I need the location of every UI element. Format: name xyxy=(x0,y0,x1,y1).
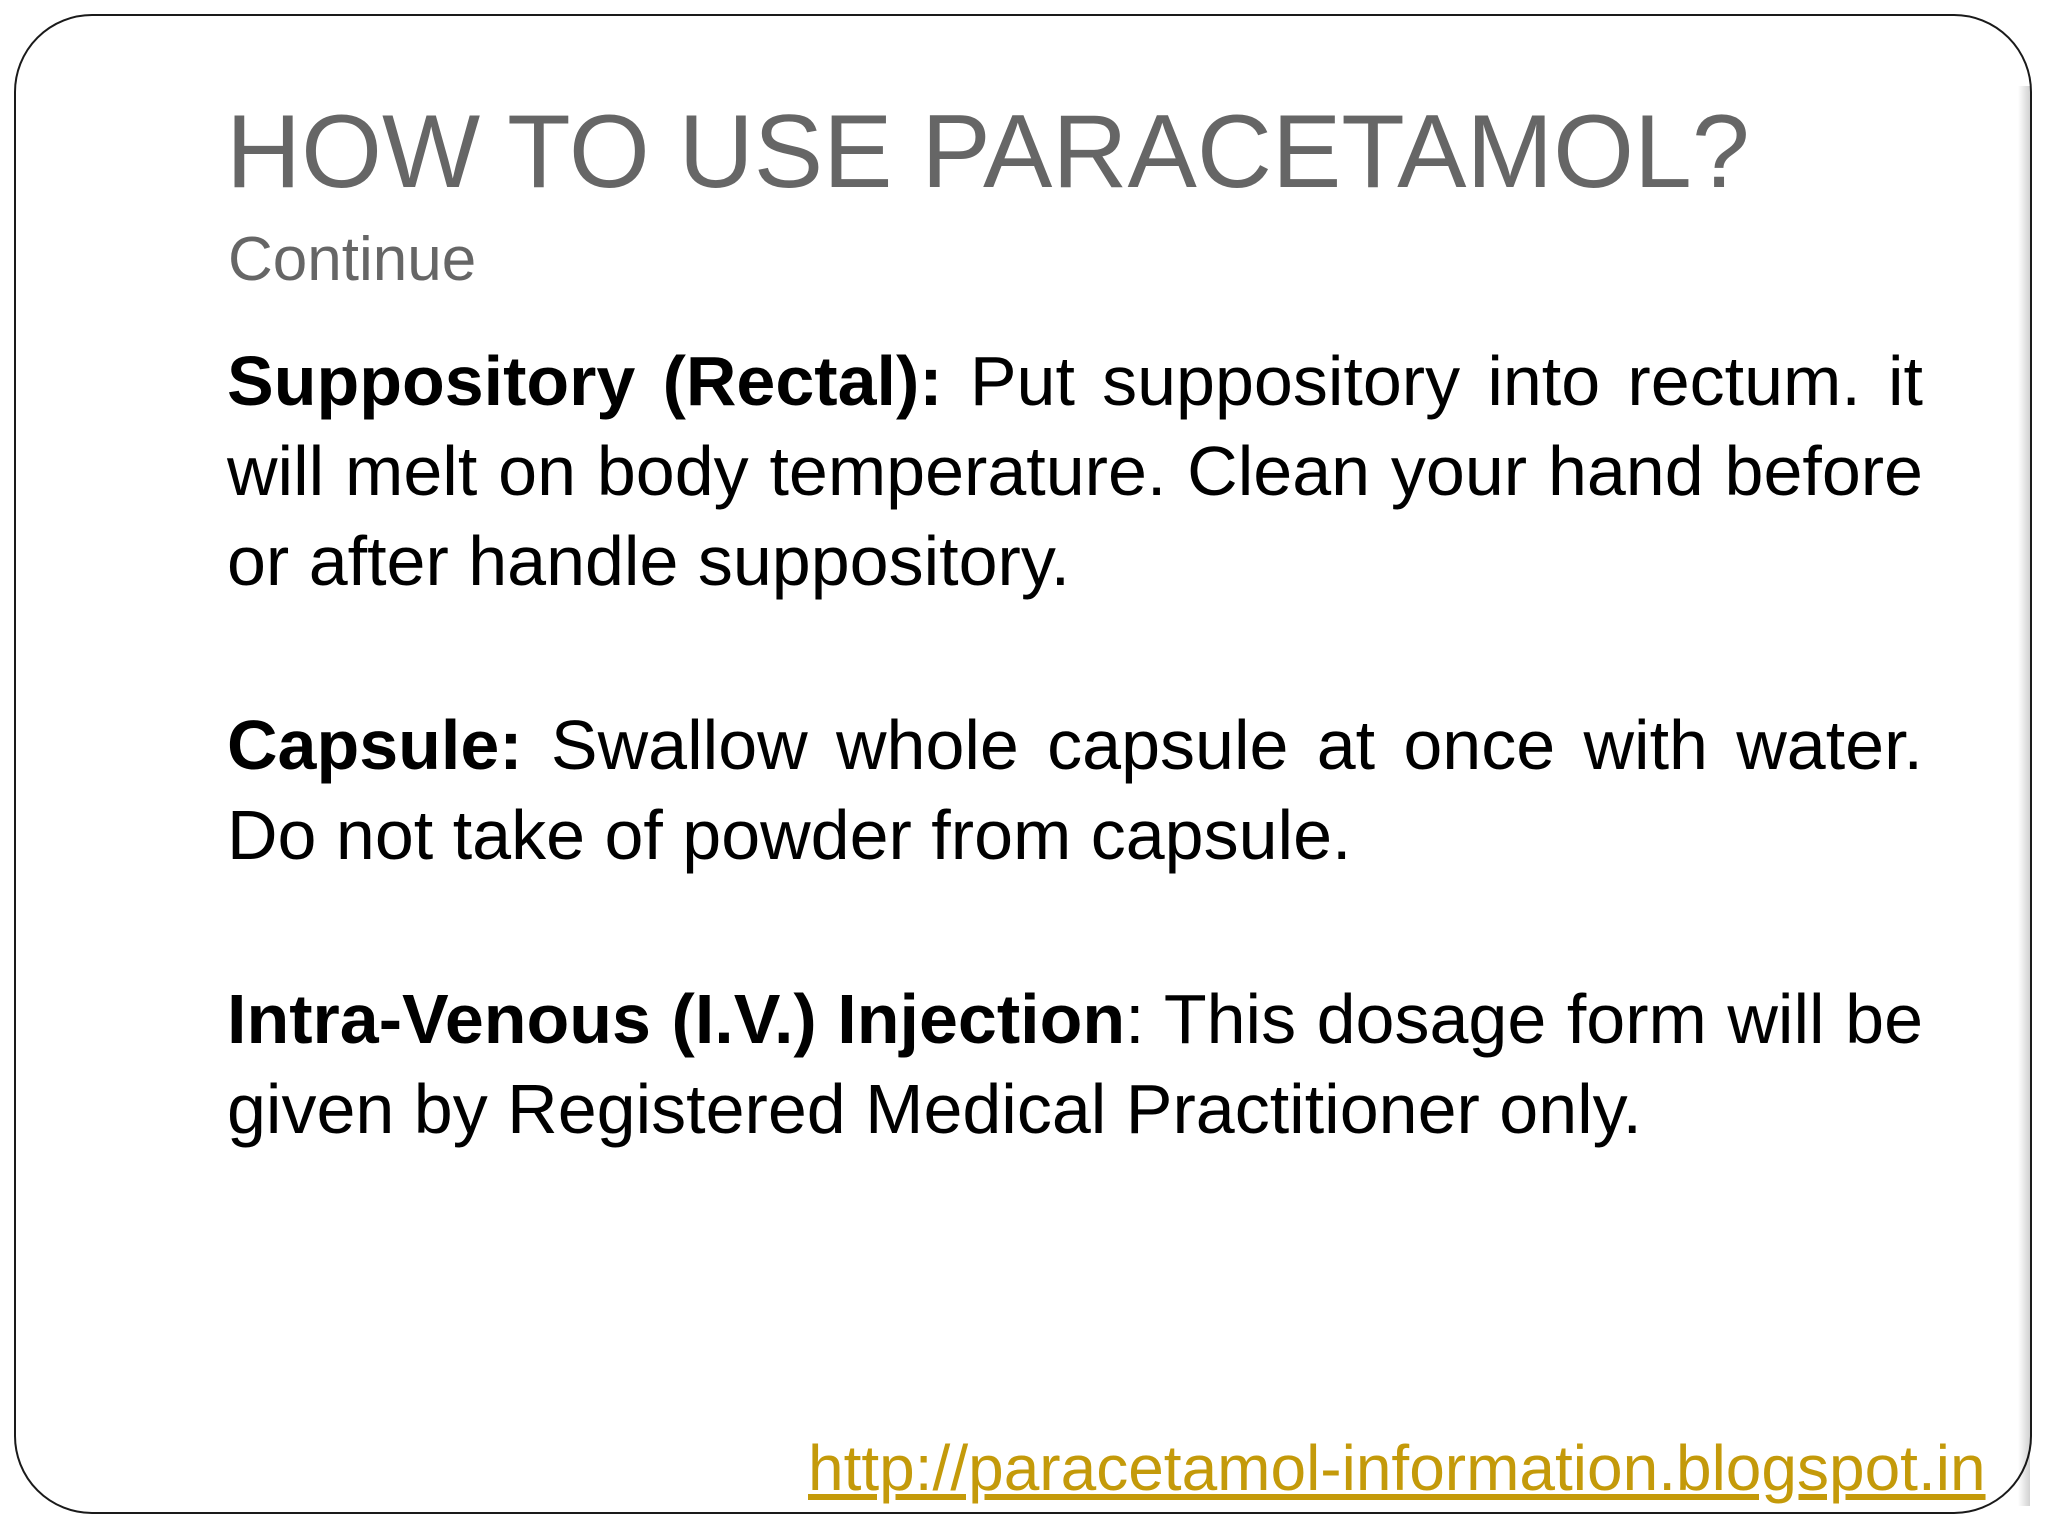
section-text: Put suppository into rectum. it will melt on body temperature. Clean your hand before or after handle suppository. xyxy=(227,342,1924,600)
section-heading: Capsule: xyxy=(227,706,523,784)
section-text: Swallow whole capsule at once with water. Do not take of powder from capsule. xyxy=(227,706,1923,874)
slide-subtitle: Continue xyxy=(228,225,477,294)
slide-title: HOW TO USE PARACETAMOL? xyxy=(226,94,1750,210)
footer-link[interactable]: http://paracetamol-information.blogspot.in xyxy=(808,1432,1986,1504)
section-capsule xyxy=(227,700,1923,880)
section-text: : This dosage form will be given by Registered Medical Practitioner only. xyxy=(227,980,1923,1148)
section-heading: Suppository (Rectal): xyxy=(227,342,943,420)
section-suppository xyxy=(227,336,1923,606)
frame-shadow xyxy=(2018,86,2030,1506)
slide-body xyxy=(227,336,1923,1154)
section-heading: Intra-Venous (I.V.) Injection xyxy=(227,980,1126,1058)
section-injection xyxy=(227,974,1923,1154)
